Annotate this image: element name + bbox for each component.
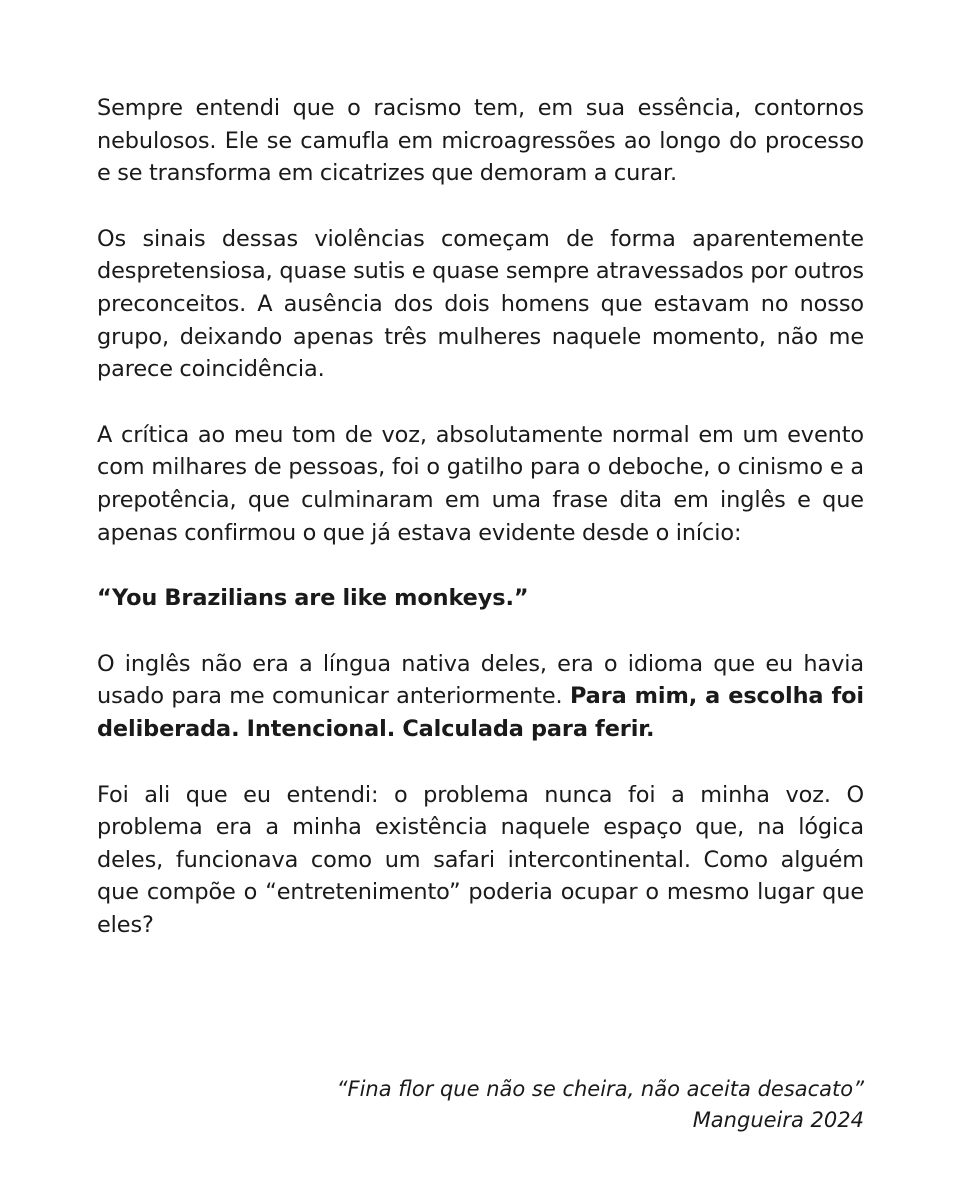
document-body <box>97 92 864 941</box>
epigraph-source: Mangueira 2024 <box>692 1108 864 1132</box>
quoted-phrase: “You Brazilians are like monkeys.” <box>97 585 529 612</box>
paragraph-english-choice <box>97 648 864 746</box>
epigraph-quote: “Fina flor que não se cheira, não aceita desacato” <box>336 1077 864 1101</box>
paragraph-voice-criticism: A crítica ao meu tom de voz, absolutamente normal em um evento com milhares de pessoas, foi o gatilho para o deboche, o cinismo e a prepotência, que culminaram em uma frase dita em inglês e que apenas confirmou o que já estava evidente desde o início: <box>97 421 864 546</box>
epigraph <box>337 1074 864 1136</box>
paragraph-english-choice-regular: O inglês não era a língua nativa deles, era o idioma que eu havia usado para me comunicar anteriormente. <box>97 650 864 710</box>
paragraph-understanding: Foi ali que eu entendi: o problema nunca foi a minha voz. O problema era a minha existência naquele espaço que, na lógica deles, funcionava como um safari intercontinental. Como alguém que compõe o “entretenimento” poderia ocupar o mesmo lugar que eles? <box>97 781 864 938</box>
paragraph-english-choice-bold: Para mim, a escolha foi deliberada. Intencional. Calculada para ferir. <box>97 683 864 742</box>
paragraph-signs-of-violence: Os sinais dessas violências começam de forma aparentemente despretensiosa, quase sutis e quase sempre atravessados por outros preconceitos. A ausência dos dois homens que estavam no nosso grupo, deixando apenas três mulheres naquele momento, não me parece coincidência. <box>97 225 864 383</box>
paragraph-racism-essence: Sempre entendi que o racismo tem, em sua essência, contornos nebulosos. Ele se camufla em microagressões ao longo do processo e se transforma em cicatrizes que demoram a curar. <box>97 95 864 187</box>
